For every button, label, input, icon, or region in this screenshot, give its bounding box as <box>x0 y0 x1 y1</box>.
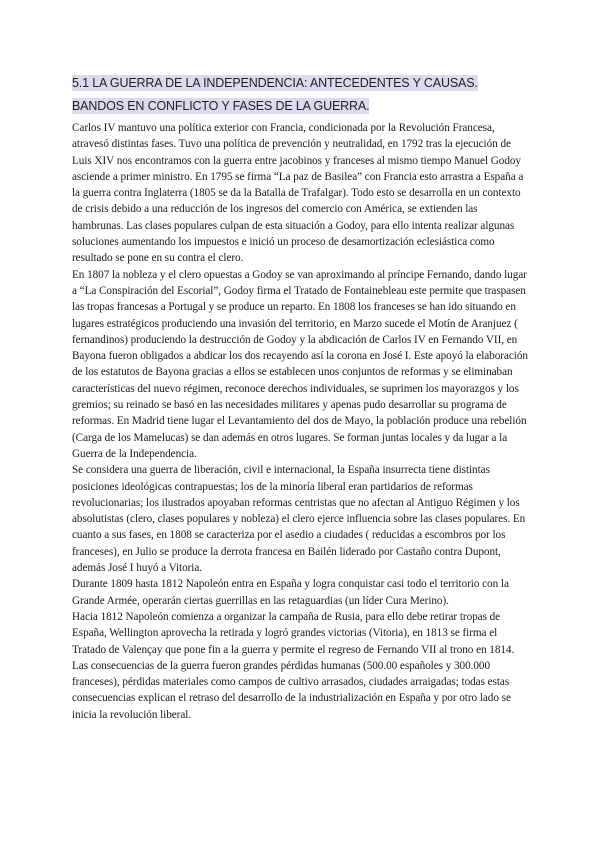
paragraph-consequences: Las consecuencias de la guerra fueron grandes pérdidas humanas (500.00 españoles y 300.000 franceses), pérdidas materiales como campos de cultivo arrasados, ciudades arraigadas; todas estas consecuencias explican el retraso del desarrollo de la industrialización en España y por otro lado se inicia la revolución liberal. <box>72 659 511 721</box>
paragraph-war-nature: Se considera una guerra de liberación, civil e internacional, la España insurrecta tiene distintas posiciones ideológicas contrapuestas; los de la minoría liberal eran partidarios de reformas revolucionarias; los ilustrados apoyaban reformas centristas que no afectan al Antiguo Régimen y los absolutistas (clero, clases populares y nobleza) el clero ejerce influencia sobre las clases populares. En cuanto a sus fases, en 1808 se caracteriza por el asedio a ciudades ( reducidas a escombros por los franceses), en Julio se produce la derrota francesa en Bailén liderado por Castaño contra Dupont, además José I huyó a Vitoria. <box>72 464 526 575</box>
paragraph-1812-russia: Hacia 1812 Napoleón comienza a organizar la campaña de Rusia, para ello debe retirar tropas de España, Wellington aprovecha la retirada y logró grandes victorias (Vitoria), en 1813 se firma el Tratado de Valençay que pone fin a la guerra y permite el regreso de Fernando VII al trono en 1814. <box>72 610 515 656</box>
document-page <box>72 72 530 723</box>
section-heading <box>72 72 530 118</box>
paragraph-1809-1812: Durante 1809 hasta 1812 Napoleón entra en España y logra conquistar casi todo el territorio con la Grande Armée, operarán ciertas guerrillas en las retaguardias (un líder Cura Merino). <box>72 578 509 607</box>
paragraph-carlos-iv: Carlos IV mantuvo una política exterior con Francia, condicionada por la Revolución Francesa, atravesó distintas fases. Tuvo una política de prevención y neutralidad, en 1792 tras la ejecución de Luis XIV nos encontramos con la guerra entre jacobinos y franceses al mismo tiempo Manuel Godoy asciende a primer ministro. En 1795 se firma “La paz de Basilea” con Francia esto arrastra a España a la guerra contra Inglaterra (1805 se da la Batalla de Trafalgar). Todo esto se desarrolla en un contexto de crisis debido a una reducción de los ingresos del comercio con América, se extienden las hambrunas. Las clases populares culpan de esta situación a Godoy, para ello intenta realizar algunas soluciones aumentando los impuestos e inició un proceso de desamortización eclesiástica como resultado se pone en su contra el clero. <box>72 122 524 265</box>
paragraph-1807-godoy: En 1807 la nobleza y el clero opuestas a Godoy se van aproximando al príncipe Fernando, dando lugar a “La Conspiración del Escorial”, Godoy firma el Tratado de Fontainebleau este permite que traspasen las tropas francesas a Portugal y se produce un reparto. En 1808 los franceses se han ido situando en lugares estratégicos produciendo una invasión del territorio, en Marzo sucede el Motín de Aranjuez ( fernandinos) produciendo la destrucción de Godoy y la abdicación de Carlos IV en Fernando VII, en Bayona fueron obligados a abdicar los dos recayendo así la corona en José I. Este apoyó la elaboración de los estatutos de Bayona gracias a ellos se establecen unos conjuntos de reformas y se eliminaban características del nuevo régimen, reconoce derechos individuales, se suprimen los mayorazgos y los gremios; su reinado se basó en las necesidades militares y apenas pudo desarrollar su programa de reformas. En Madrid tiene lugar el Levantamiento del dos de Mayo, la población produce una rebelión (Carga de los Mamelucas) se dan además en otros lugares. Se forman juntas locales y da lugar a la Guerra de la Independencia. <box>72 268 528 460</box>
section-heading-text: 5.1 LA GUERRA DE LA INDEPENDENCIA: ANTECEDENTES Y CAUSAS. BANDOS EN CONFLICTO Y FASES DE LA GUERRA. <box>72 76 478 113</box>
